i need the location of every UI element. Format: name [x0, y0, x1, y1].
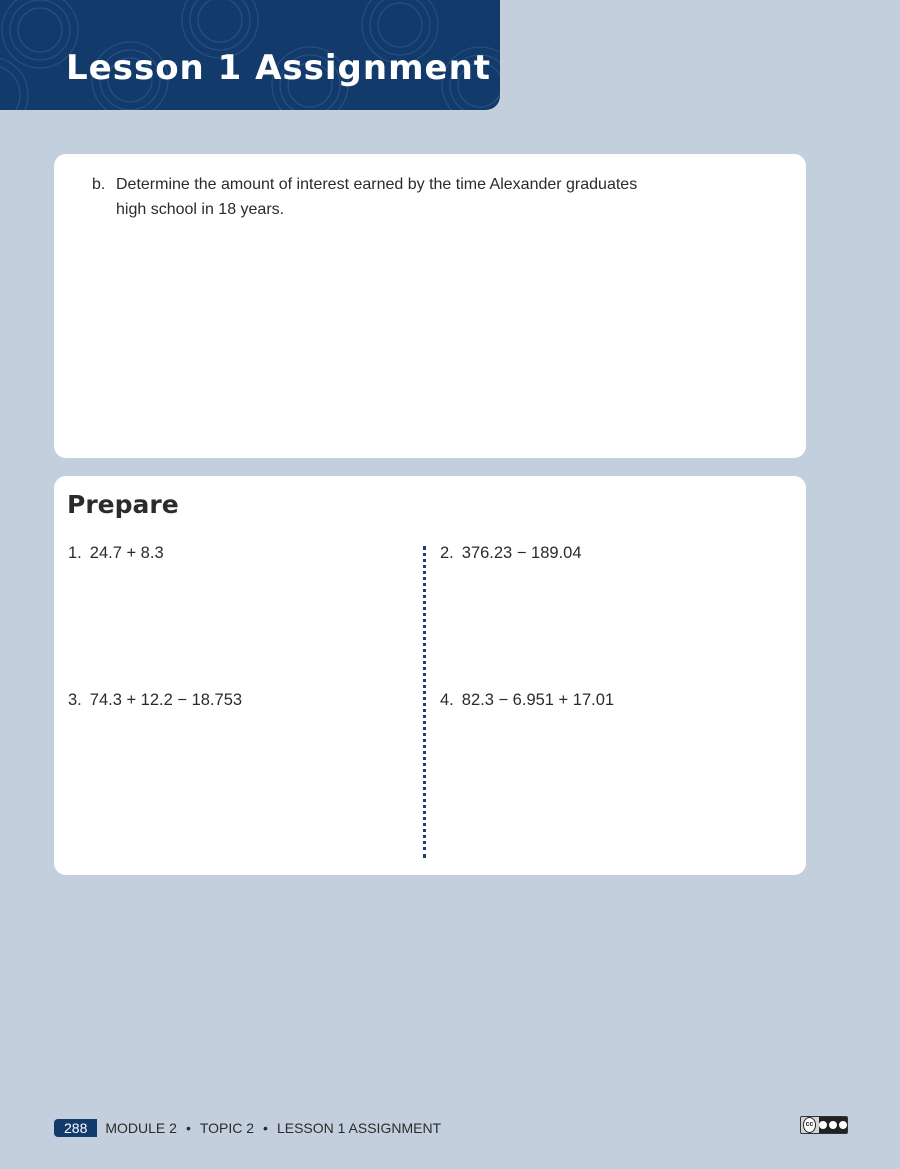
dotted-divider: [423, 546, 426, 858]
problem-number: 4.: [440, 691, 454, 709]
problem-expression: 74.3 + 12.2 − 18.753: [89, 691, 243, 709]
problem-3: [68, 691, 242, 710]
bullet-separator: •: [185, 1119, 191, 1136]
problem-number: 3.: [68, 691, 82, 709]
cc-attribution-icon: [819, 1117, 847, 1133]
bullet-separator: •: [263, 1119, 268, 1136]
problem-2: [440, 544, 582, 563]
footer-topic: TOPIC 2: [199, 1119, 255, 1136]
question-b-card: [54, 154, 806, 458]
page-title: Lesson 1 Assignment: [66, 48, 492, 88]
footer: [54, 1117, 441, 1138]
question-b: [92, 172, 652, 222]
problem-expression: 24.7 + 8.3: [89, 544, 164, 562]
prepare-heading: Prepare: [67, 490, 179, 519]
problem-expression: 82.3 − 6.951 + 17.01: [461, 691, 615, 709]
problem-1: [68, 544, 164, 563]
problem-4: [440, 691, 614, 710]
page-number: 288: [54, 1119, 97, 1137]
footer-module: MODULE 2: [105, 1119, 177, 1136]
problem-number: 2.: [440, 544, 454, 562]
footer-lesson: LESSON 1 ASSIGNMENT: [276, 1119, 442, 1136]
problem-expression: 376.23 − 189.04: [461, 544, 582, 562]
header-banner: [0, 0, 500, 110]
problem-number: 1.: [68, 544, 82, 562]
question-b-letter: b.: [92, 176, 106, 193]
creative-commons-license-icon: [800, 1116, 848, 1134]
cc-circle-icon: cc: [803, 1117, 816, 1133]
question-b-text: Determine the amount of interest earned by the time Alexander graduates high school in 18 years.: [116, 176, 638, 218]
prepare-card: [54, 476, 806, 875]
